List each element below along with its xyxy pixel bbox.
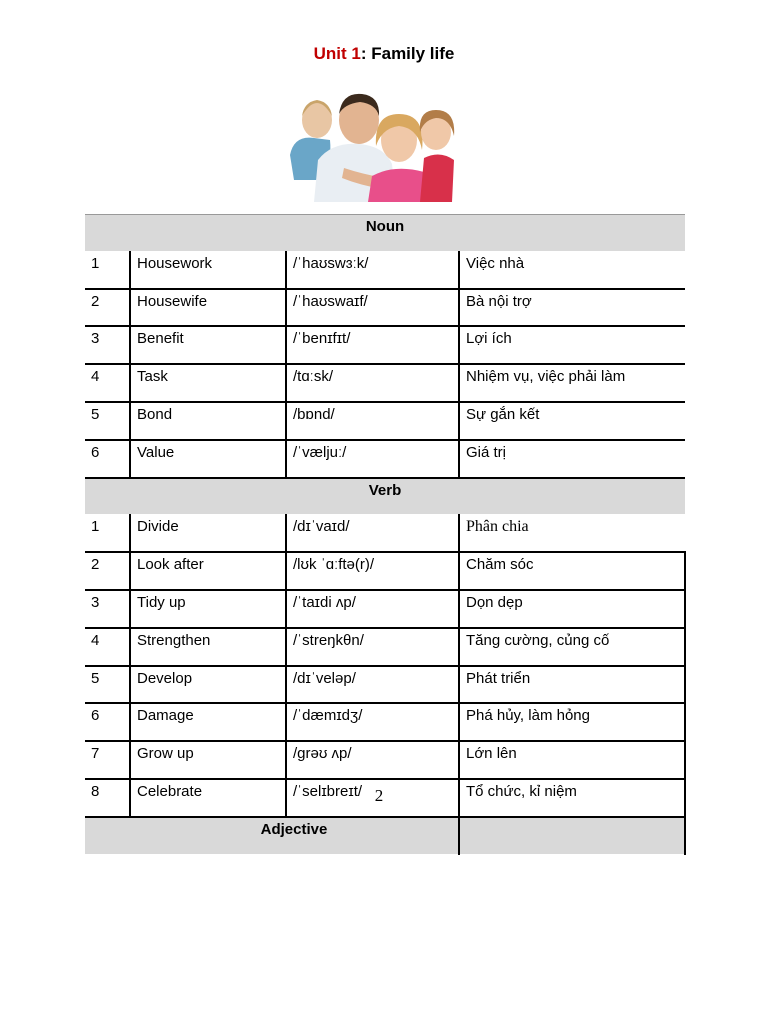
cell-word: Grow up — [130, 741, 286, 779]
table-row — [85, 741, 685, 779]
table-row — [85, 515, 685, 552]
cell-row-number: 6 — [85, 440, 130, 478]
cell-word: Value — [130, 440, 286, 478]
table-row — [85, 703, 685, 741]
section-header-row — [85, 817, 685, 854]
cell-word: Bond — [130, 402, 286, 440]
cell-word: Damage — [130, 703, 286, 741]
cell-meaning: Phá hủy, làm hỏng — [459, 703, 685, 741]
page-title — [0, 44, 768, 64]
table-row — [85, 590, 685, 628]
page-number: 2 — [374, 786, 384, 805]
cell-word: Celebrate — [130, 779, 286, 817]
table-row — [85, 289, 685, 327]
unit-topic: : Family life — [360, 44, 455, 63]
cell-word: Strengthen — [130, 628, 286, 666]
cell-meaning: Chăm sóc — [459, 552, 685, 590]
cell-row-number: 5 — [85, 402, 130, 440]
cell-meaning: Nhiệm vụ, việc phải làm — [459, 364, 685, 402]
table-row — [85, 628, 685, 666]
cell-row-number: 8 — [85, 779, 130, 817]
cell-row-number: 5 — [85, 666, 130, 704]
unit-label: Unit 1 — [313, 44, 361, 63]
cell-row-number: 3 — [85, 326, 130, 364]
cell-word: Housewife — [130, 289, 286, 327]
cell-meaning: Lợi ích — [459, 326, 685, 364]
cell-pronunciation: /ˈhaʊswɜːk/ — [286, 251, 459, 288]
cell-row-number: 4 — [85, 364, 130, 402]
section-heading: Noun — [85, 215, 685, 252]
cell-meaning: Phân chia — [459, 515, 685, 552]
cell-row-number: 4 — [85, 628, 130, 666]
cell-meaning: Dọn dẹp — [459, 590, 685, 628]
cell-meaning: Sự gắn kết — [459, 402, 685, 440]
cell-pronunciation: /lʊk ˈɑːftə(r)/ — [286, 552, 459, 590]
table-row — [85, 402, 685, 440]
cell-pronunciation: /tɑːsk/ — [286, 364, 459, 402]
cell-word: Look after — [130, 552, 286, 590]
cell-pronunciation: /dɪˈveləp/ — [286, 666, 459, 704]
cell-pronunciation: /ˈvæljuː/ — [286, 440, 459, 478]
table-row — [85, 552, 685, 590]
table-row — [85, 364, 685, 402]
cell-word: Divide — [130, 515, 286, 552]
cell-word: Benefit — [130, 326, 286, 364]
cell-meaning: Giá trị — [459, 440, 685, 478]
section-heading: Adjective — [130, 817, 459, 854]
cell-meaning: Bà nội trợ — [459, 289, 685, 327]
table-row — [85, 326, 685, 364]
cell-meaning: Phát triển — [459, 666, 685, 704]
family-photo — [284, 80, 482, 202]
cell-row-number: 2 — [85, 289, 130, 327]
cell-pronunciation: /ˈtaɪdi ʌp/ — [286, 590, 459, 628]
cell-pronunciation: /ˈbenɪfɪt/ — [286, 326, 459, 364]
cell-meaning: Việc nhà — [459, 251, 685, 288]
cell-row-number: 3 — [85, 590, 130, 628]
cell-pronunciation: /ɡrəʊ ʌp/ — [286, 741, 459, 779]
table-row — [85, 251, 685, 288]
cell-pronunciation: /bɒnd/ — [286, 402, 459, 440]
cell-row-number: 1 — [85, 515, 130, 552]
cell-pronunciation: /ˈstreŋkθn/ — [286, 628, 459, 666]
cell-word: Tidy up — [130, 590, 286, 628]
section-heading: Verb — [85, 478, 685, 515]
table-row — [85, 666, 685, 704]
vocabulary-table — [85, 214, 686, 855]
cell-pronunciation: /ˈhaʊswaɪf/ — [286, 289, 459, 327]
cell-pronunciation: /dɪˈvaɪd/ — [286, 515, 459, 552]
cell-row-number: 7 — [85, 741, 130, 779]
cell-pronunciation: /ˈdæmɪdʒ/ — [286, 703, 459, 741]
cell-word: Housework — [130, 251, 286, 288]
table-row — [85, 440, 685, 478]
cell-word: Develop — [130, 666, 286, 704]
cell-row-number: 6 — [85, 703, 130, 741]
section-header-row — [85, 478, 685, 515]
cell-word: Task — [130, 364, 286, 402]
cell-meaning: Lớn lên — [459, 741, 685, 779]
cell-row-number: 2 — [85, 552, 130, 590]
section-header-row — [85, 215, 685, 252]
cell-pronunciation: /ˈselɪbreɪt/ — [286, 779, 459, 817]
cell-row-number: 1 — [85, 251, 130, 288]
cell-meaning: Tổ chức, kỉ niệm — [459, 779, 685, 817]
cell-meaning: Tăng cường, củng cố — [459, 628, 685, 666]
